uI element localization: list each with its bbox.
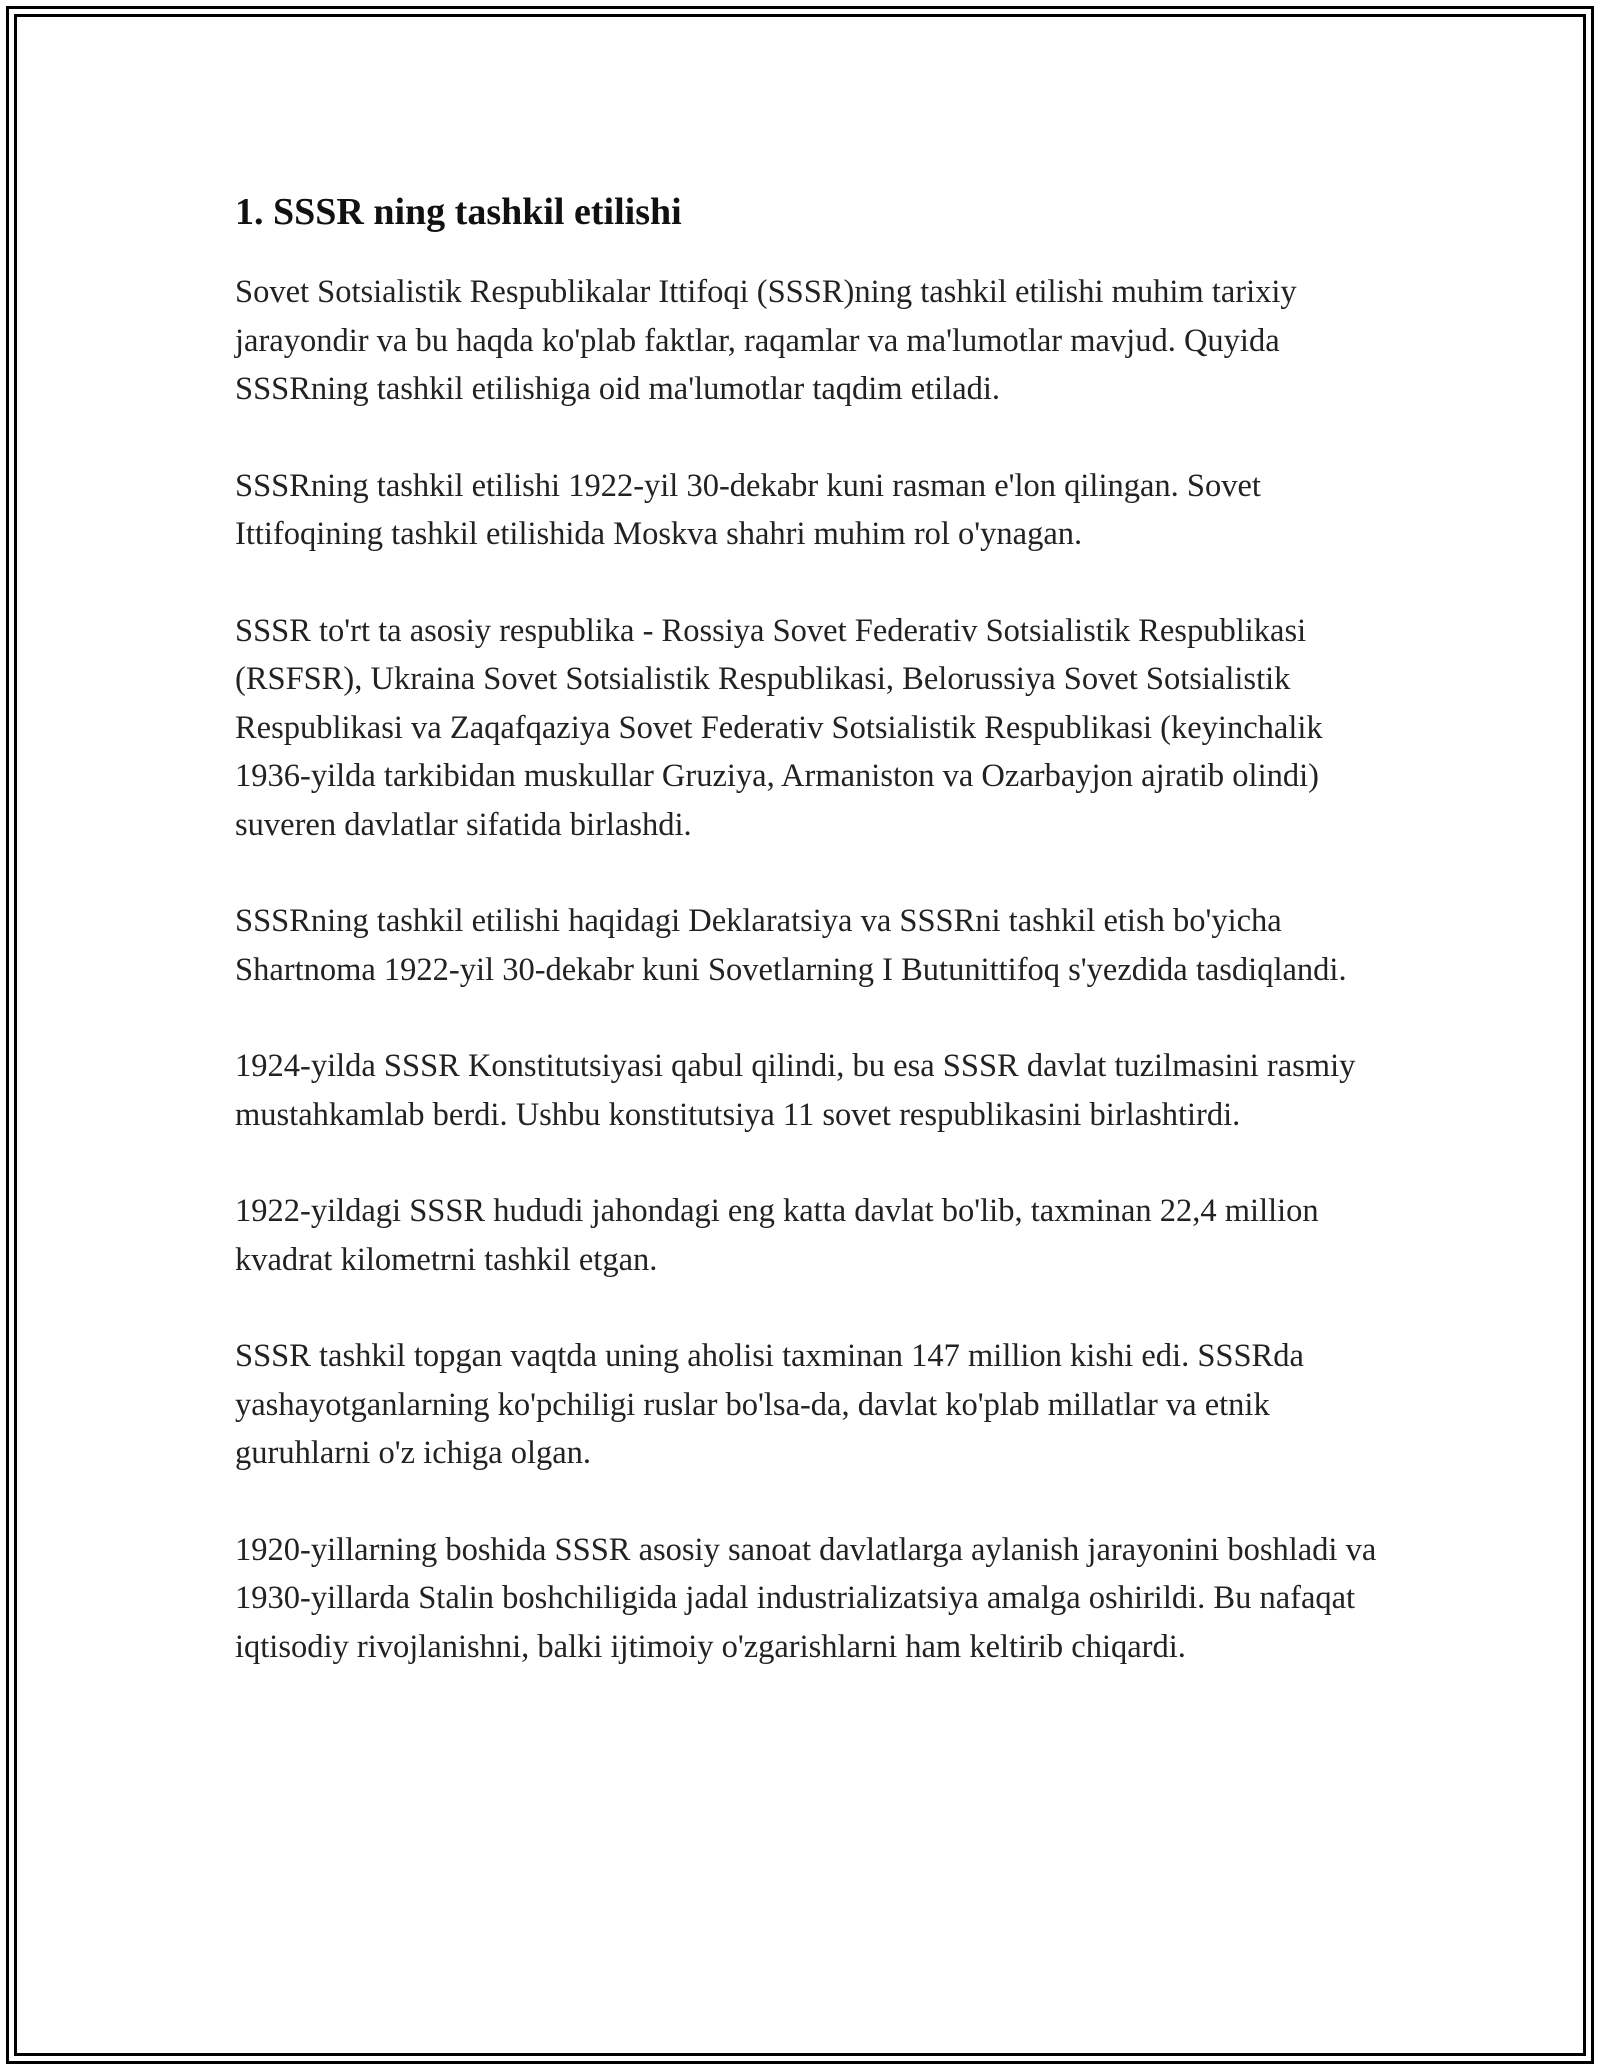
paragraph-declaration-treaty: SSSRning tashkil etilishi haqidagi Deklaratsiya va SSSRni tashkil etish bo'yicha Shartnoma 1922-yil 30-dekabr kuni Sovetlarning I Butunittifoq s'yezdida tasdiqlandi. [235,903,1347,988]
paragraph-constitution: 1924-yilda SSSR Konstitutsiyasi qabul qilindi, bu esa SSSR davlat tuzilmasini rasmiy mustahkamlab berdi. Ushbu konstitutsiya 11 sovet respublikasini birlashtirdi. [235,1048,1356,1133]
paragraph-population: SSSR tashkil topgan vaqtda uning aholisi taxminan 147 million kishi edi. SSSRda yashayotganlarning ko'pchiligi ruslar bo'lsa-da, davlat ko'plab millatlar va etnik guruhlarni o'z ichiga olgan. [235,1338,1304,1471]
document-title: 1. SSSR ning tashkil etilishi [235,191,682,233]
paragraph-industrialization: 1920-yillarning boshida SSSR asosiy sanoat davlatlarga aylanish jarayonini boshladi va 1930-yillarda Stalin boshchiligida jadal industrializatsiya amalga oshirildi. Bu nafaqat iqtisodiy rivojlanishni, balki ijtimoiy o'zgarishlarni ham keltirib chiqardi. [235,1531,1377,1665]
document-body [235,186,1385,1719]
paragraph-intro: Sovet Sotsialistik Respublikalar Ittifoqi (SSSR)ning tashkil etilishi muhim tarixiy jarayondir va bu haqda ko'plab faktlar, raqamlar va ma'lumotlar mavjud. Quyida SSSRning tashkil etilishiga oid ma'lumotlar taqdim etiladi. [235,274,1297,407]
paragraph-founding-republics: SSSR to'rt ta asosiy respublika - Rossiya Sovet Federativ Sotsialistik Respublikasi (RSFSR), Ukraina Sovet Sotsialistik Respublikasi, Belorussiya Sovet Sotsialistik Respublikasi va Zaqafqaziya Sovet Federativ Sotsialistik Respublikasi (keyinchalik 1936-yilda tarkibidan muskullar Gruziya, Armaniston va Ozarbayjon ajratib olindi) suveren davlatlar sifatida birlashdi. [235,612,1323,843]
paragraph-territory: 1922-yildagi SSSR hududi jahondagi eng katta davlat bo'lib, taxminan 22,4 million kvadrat kilometrni tashkil etgan. [235,1193,1319,1278]
paragraph-founding-date: SSSRning tashkil etilishi 1922-yil 30-dekabr kuni rasman e'lon qilingan. Sovet Ittifoqining tashkil etilishida Moskva shahri muhim rol o'ynagan. [235,467,1261,552]
